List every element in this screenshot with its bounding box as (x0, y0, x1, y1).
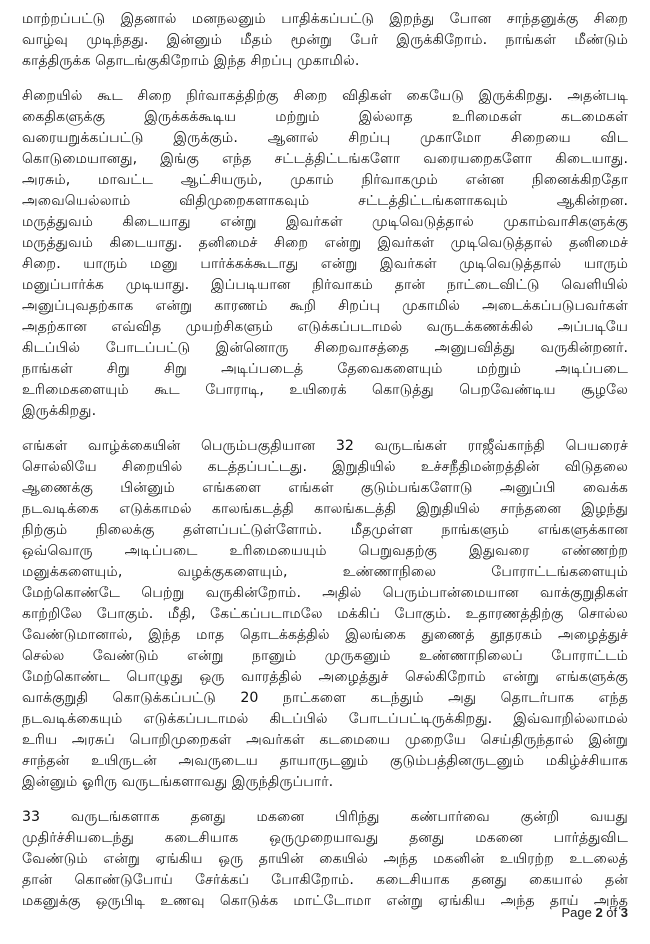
text-line: சாந்தன் உயிருடன் அவருடைய தாயாருடனும் குடும்பத்தினருடனும் மகிழ்ச்சியாக (22, 753, 628, 769)
text-line: ஆணைக்கு பின்னும் எங்களை எங்கள் குடும்பங்களோடு அனுப்பி வைக்க (22, 480, 628, 496)
text-line: அவையெல்லாம் விதிமுறைகளாகவும் சட்டத்திட்டங்களாகவும் ஆகின்றன. (22, 193, 628, 209)
text-line: மருத்துவம் கிடையாது. தனிமைச் சிறை என்று இவர்கள் முடிவெடுத்தால் தனிமைச் (22, 235, 628, 251)
text-line: இன்னும் ஓரிரு வருடங்களாவது இருந்திருப்பார். (22, 774, 334, 790)
paragraph (22, 86, 628, 422)
current-page: 2 (595, 905, 603, 920)
text-line: எங்கள் வாழ்க்கையின் பெரும்பகுதியான 32 வருடங்கள் ராஜீவ்காந்தி பெயரைச் (22, 438, 628, 454)
text-line: சிறை. யாரும் மனு பார்க்கக்கூடாது என்று இவர்கள் முடிவெடுத்தால் யாரும் (22, 256, 628, 272)
text-line: ஒவ்வொரு அடிப்படை உரிமையையும் பெறுவதற்கு இதுவரை எண்ணற்ற (22, 543, 628, 559)
text-line: அதற்கான எவ்வித முயற்சிகளும் எடுக்கப்படாமல் வருடக்கணக்கில் அப்படியே (22, 319, 628, 335)
text-line: வேண்டும் என்று ஏங்கிய ஒரு தாயின் கையில் அந்த மகனின் உயிரற்ற உடலைத் (22, 851, 628, 867)
paragraph (22, 807, 628, 912)
text-line: அனுப்புவதற்காக என்று காரணம் கூறி சிறப்பு முகாமில் அடைக்கப்படுபவர்கள் (22, 298, 628, 314)
text-line: சொல்லியே சிறையில் கடத்தப்பட்டது. இறுதியில் உச்சநீதிமன்றத்தின் விடுதலை (22, 459, 628, 475)
text-line: காற்றிலே போகும். மீதி, கேட்கப்படாமலே மக்கிப் போகும். உதாரணத்திற்கு சொல்ல (22, 606, 628, 622)
text-line: மேற்கொண்டே பெற்று வருகின்றோம். அதில் பெரும்பான்மையான வாக்குறுதிகள் (22, 585, 628, 601)
text-line: வேண்டுமானால், இந்த மாத தொடக்கத்தில் இலங்கை துணைத் தூதரகம் அழைத்துச் (22, 627, 628, 643)
text-line: மனுக்களையும், வழக்குகளையும், உண்ணாநிலை போராட்டங்களையும் (22, 564, 628, 580)
text-line: நிற்கும் நிலைக்கு தள்ளப்பட்டுள்ளோம். மீதமுள்ள நாங்களும் எங்களுக்கான (22, 522, 628, 538)
text-line: கிடப்பில் போடப்பட்டு இன்னொரு சிறைவாசத்தை அனுபவித்து வருகின்றனர். (22, 340, 628, 356)
total-pages: 3 (620, 905, 628, 920)
text-line: தான் கொண்டுபோய் சேர்க்கப் போகிறோம். கடைசியாக தனது கையால் தன் (22, 872, 628, 888)
text-line: மகனுக்கு ஒருபிடி உணவு கொடுக்க மாட்டோமா என்று ஏங்கிய அந்த தாய் அந்த (22, 893, 628, 909)
document-body (22, 9, 628, 926)
text-line: மேற்கொண்ட பொழுது ஒரு வாரத்தில் அழைத்துச் செல்கிறோம் என்று எங்களுக்கு (22, 669, 628, 685)
text-line: இருக்கிறது. (22, 403, 97, 419)
page-number (561, 905, 628, 920)
text-line: சிறையில் கூட சிறை நிர்வாகத்திற்கு சிறை விதிகள் கையேடு இருக்கிறது. அதன்படி (22, 88, 628, 104)
text-line: வாழ்வு முடிந்தது. இன்னும் மீதம் மூன்று பேர் இருக்கிறோம். நாங்கள் மீண்டும் (22, 32, 628, 48)
text-line: மருத்துவம் கிடையாது என்று இவர்கள் முடிவெடுத்தால் முகாம்வாசிகளுக்கு (22, 214, 628, 230)
text-line: வரையறுக்கப்பட்டு இருக்கும். ஆனால் சிறப்பு முகாமோ சிறையை விட (22, 130, 628, 146)
text-line: உரிமைகளையும் கூட போராடி, உயிரைக் கொடுத்து பெறவேண்டிய சூழலே (22, 382, 628, 398)
of-label: of (606, 905, 618, 920)
text-line: வாக்குறுதி கொடுக்கப்பட்டு 20 நாட்களை கடந்தும் அது தொடர்பாக எந்த (22, 690, 628, 706)
text-line: 33 வருடங்களாக தனது மகனை பிரிந்து கண்பார்வை குன்றி வயது (22, 809, 628, 825)
text-line: மனுப்பார்க்க முடியாது. இப்படியான நிர்வாகம் தான் நாட்டைவிட்டு வெளியில் (22, 277, 628, 293)
text-line: கைதிகளுக்கு இருக்கக்கூடிய மற்றும் இல்லாத உரிமைகள் கடமைகள் (22, 109, 628, 125)
text-line: உரிய அரசுப் பொறிமுறைகள் அவர்கள் கடமையை முறையே செய்திருந்தால் இன்று (22, 732, 628, 748)
paragraph (22, 9, 628, 72)
text-line: கொடுமையானது, இங்கு எந்த சட்டத்திட்டங்களோ வரையறைகளோ கிடையாது. (22, 151, 628, 167)
text-line: நடவடிக்கை எடுக்காமல் காலங்கடத்தி காலங்கடத்தி இறுதியில் சாந்தனை இழந்து (22, 501, 628, 517)
text-line: மாற்றப்பட்டு இதனால் மனநலனும் பாதிக்கப்பட்டு இறந்து போன சாந்தனுக்கு சிறை (22, 11, 628, 27)
text-line: அரசும், மாவட்ட ஆட்சியரும், முகாம் நிர்வாகமும் என்ன நினைக்கிறதோ (22, 172, 628, 188)
text-line: செல்ல வேண்டும் என்று நானும் முருகனும் உண்ணாநிலைப் போராட்டம் (22, 648, 628, 664)
text-line: காத்திருக்க தொடங்குகிறோம் இந்த சிறப்பு முகாமில். (22, 53, 360, 69)
text-line: நடவடிக்கையும் எடுக்கப்படாமல் கிடப்பில் போடப்பட்டிருக்கிறது. இவ்வாறில்லாமல் (22, 711, 628, 727)
text-line: நாங்கள் சிறு சிறு அடிப்படைத் தேவைகளையும் மற்றும் அடிப்படை (22, 361, 628, 377)
paragraph (22, 436, 628, 793)
page-label: Page (561, 905, 592, 920)
text-line: முதிர்ச்சியடைந்து கடைசியாக ஒருமுறையாவது தனது மகனை பார்த்துவிட (22, 830, 628, 846)
